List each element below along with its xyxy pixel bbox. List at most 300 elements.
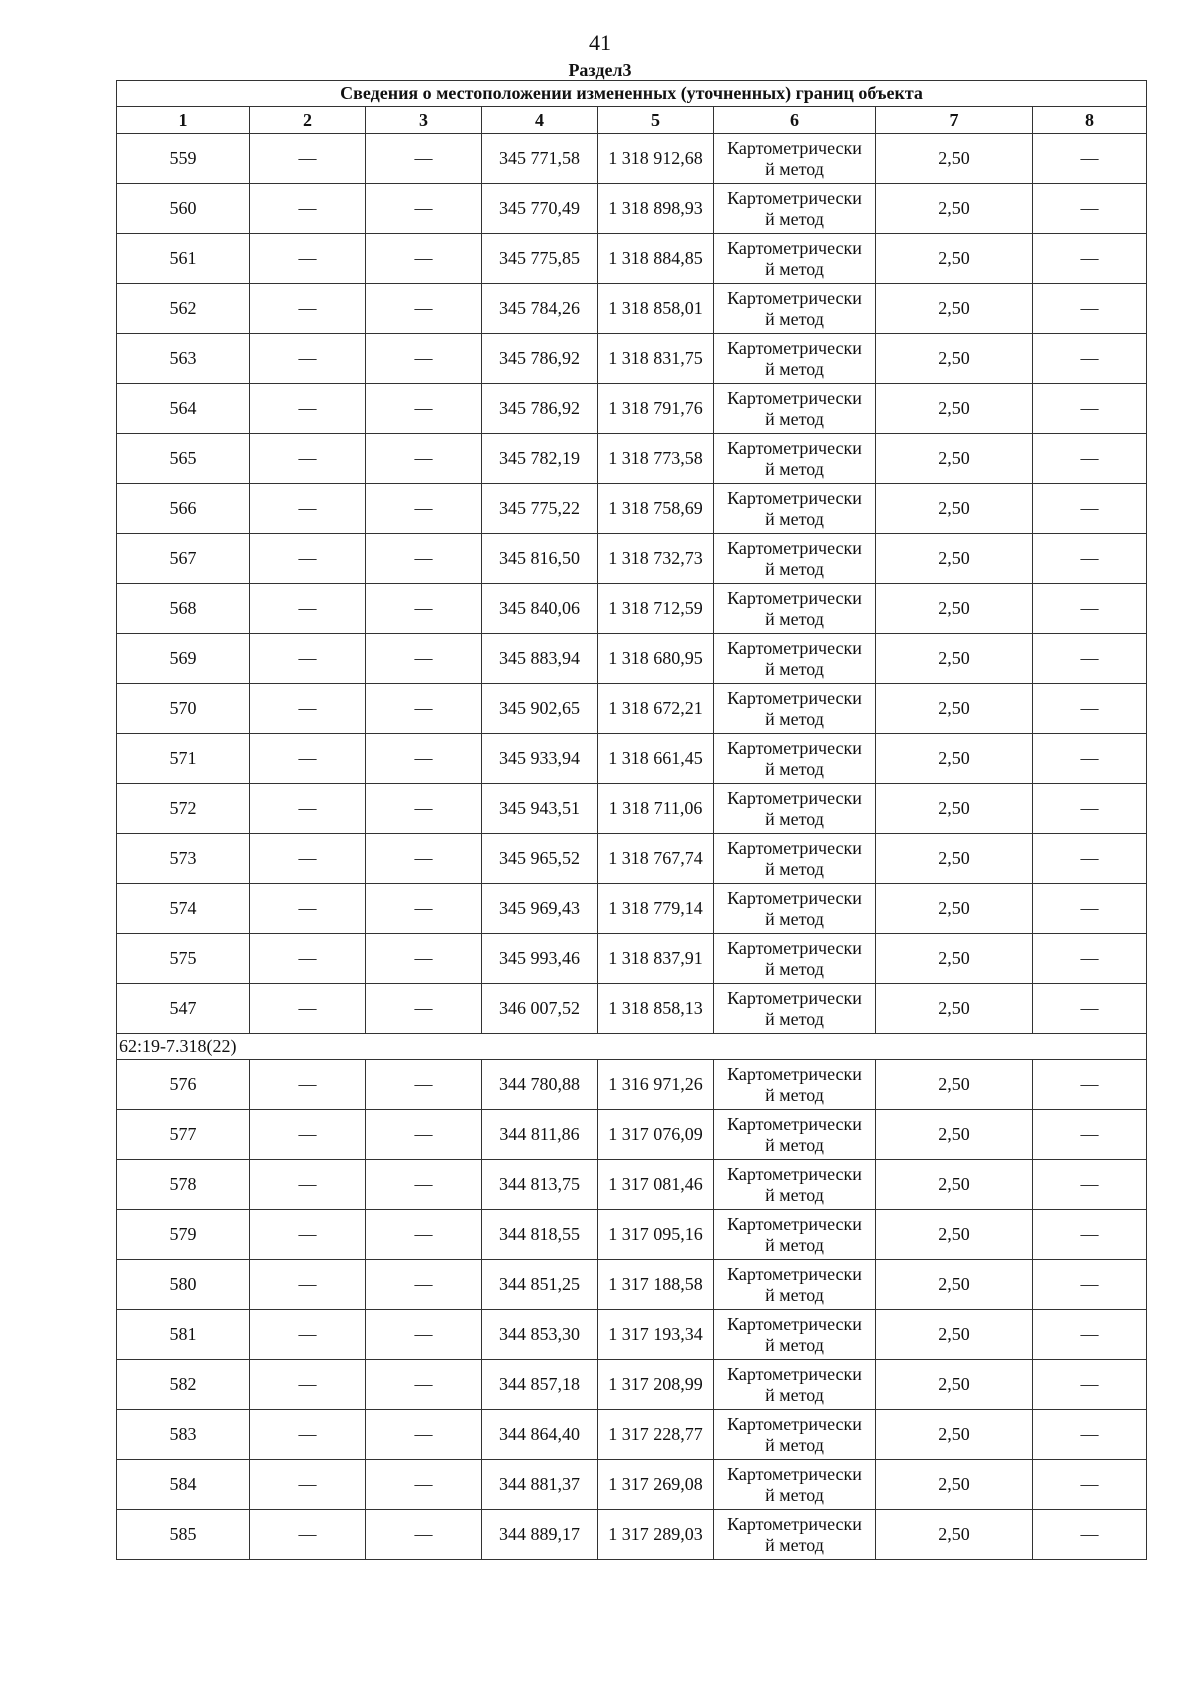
col8-value: —	[1033, 1110, 1147, 1160]
x-coordinate: 345 969,43	[482, 884, 598, 934]
method-cell	[714, 1210, 876, 1260]
method-line-2: й метод	[765, 858, 824, 879]
col2-value: —	[250, 1310, 366, 1360]
table-caption: Сведения о местоположении измененных (уточненных) границ объекта	[117, 81, 1147, 107]
y-coordinate: 1 318 912,68	[598, 134, 714, 184]
point-number: 567	[117, 534, 250, 584]
col2-value: —	[250, 834, 366, 884]
col2-value: —	[250, 234, 366, 284]
y-coordinate: 1 317 289,03	[598, 1510, 714, 1560]
table-row	[117, 1310, 1147, 1360]
method-line-1: Картометрически	[727, 187, 862, 208]
method-cell	[714, 684, 876, 734]
col3-value: —	[366, 934, 482, 984]
col3-value: —	[366, 1210, 482, 1260]
accuracy-value: 2,50	[876, 1360, 1033, 1410]
col8-value: —	[1033, 884, 1147, 934]
col2-value: —	[250, 784, 366, 834]
method-line-1: Картометрически	[727, 737, 862, 758]
table-row	[117, 834, 1147, 884]
page-number: 41	[589, 30, 611, 55]
accuracy-value: 2,50	[876, 584, 1033, 634]
method-cell	[714, 734, 876, 784]
method-cell	[714, 834, 876, 884]
method-line-2: й метод	[765, 958, 824, 979]
col2-value: —	[250, 334, 366, 384]
col2-value: —	[250, 134, 366, 184]
table-row	[117, 684, 1147, 734]
accuracy-value: 2,50	[876, 1160, 1033, 1210]
method-cell	[714, 984, 876, 1034]
col2-value: —	[250, 184, 366, 234]
table-row	[117, 434, 1147, 484]
col8-value: —	[1033, 634, 1147, 684]
col8-value: —	[1033, 684, 1147, 734]
method-line-1: Картометрически	[727, 1313, 862, 1334]
col8-value: —	[1033, 1310, 1147, 1360]
method-line-1: Картометрически	[727, 987, 862, 1008]
method-cell	[714, 1060, 876, 1110]
method-cell	[714, 634, 876, 684]
accuracy-value: 2,50	[876, 784, 1033, 834]
x-coordinate: 346 007,52	[482, 984, 598, 1034]
x-coordinate: 345 993,46	[482, 934, 598, 984]
x-coordinate: 345 816,50	[482, 534, 598, 584]
accuracy-value: 2,50	[876, 1410, 1033, 1460]
method-cell	[714, 184, 876, 234]
x-coordinate: 345 965,52	[482, 834, 598, 884]
accuracy-value: 2,50	[876, 934, 1033, 984]
method-cell	[714, 1160, 876, 1210]
point-number: 568	[117, 584, 250, 634]
method-cell	[714, 484, 876, 534]
col8-value: —	[1033, 1210, 1147, 1260]
col3-value: —	[366, 634, 482, 684]
col8-value: —	[1033, 434, 1147, 484]
y-coordinate: 1 317 188,58	[598, 1260, 714, 1310]
x-coordinate: 344 881,37	[482, 1460, 598, 1510]
col3-value: —	[366, 434, 482, 484]
method-cell	[714, 1410, 876, 1460]
method-line-2: й метод	[765, 1384, 824, 1405]
col3-value: —	[366, 184, 482, 234]
table-row	[117, 1060, 1147, 1110]
x-coordinate: 345 933,94	[482, 734, 598, 784]
method-line-1: Картометрически	[727, 337, 862, 358]
y-coordinate: 1 316 971,26	[598, 1060, 714, 1110]
method-line-1: Картометрически	[727, 1363, 862, 1384]
y-coordinate: 1 318 732,73	[598, 534, 714, 584]
x-coordinate: 344 853,30	[482, 1310, 598, 1360]
point-number: 583	[117, 1410, 250, 1460]
method-line-1: Картометрически	[727, 1513, 862, 1534]
method-cell	[714, 334, 876, 384]
coordinates-table	[116, 80, 1147, 1560]
column-header-row	[117, 107, 1147, 134]
col3-value: —	[366, 984, 482, 1034]
accuracy-value: 2,50	[876, 334, 1033, 384]
col2-value: —	[250, 484, 366, 534]
method-line-2: й метод	[765, 1234, 824, 1255]
col8-value: —	[1033, 1060, 1147, 1110]
table-row	[117, 884, 1147, 934]
accuracy-value: 2,50	[876, 734, 1033, 784]
table-row	[117, 734, 1147, 784]
accuracy-value: 2,50	[876, 234, 1033, 284]
table-row	[117, 334, 1147, 384]
method-cell	[714, 234, 876, 284]
x-coordinate: 345 784,26	[482, 284, 598, 334]
x-coordinate: 345 775,85	[482, 234, 598, 284]
x-coordinate: 344 811,86	[482, 1110, 598, 1160]
accuracy-value: 2,50	[876, 534, 1033, 584]
column-header-1: 1	[117, 107, 250, 134]
point-number: 560	[117, 184, 250, 234]
column-header-2: 2	[250, 107, 366, 134]
col2-value: —	[250, 1210, 366, 1260]
method-line-2: й метод	[765, 608, 824, 629]
accuracy-value: 2,50	[876, 434, 1033, 484]
table-row	[117, 484, 1147, 534]
point-number: 578	[117, 1160, 250, 1210]
col2-value: —	[250, 1360, 366, 1410]
col2-value: —	[250, 534, 366, 584]
col3-value: —	[366, 784, 482, 834]
col8-value: —	[1033, 1160, 1147, 1210]
point-number: 569	[117, 634, 250, 684]
col8-value: —	[1033, 1410, 1147, 1460]
table-row	[117, 634, 1147, 684]
col3-value: —	[366, 1160, 482, 1210]
method-line-2: й метод	[765, 1134, 824, 1155]
col3-value: —	[366, 334, 482, 384]
method-line-2: й метод	[765, 358, 824, 379]
point-number: 566	[117, 484, 250, 534]
point-number: 565	[117, 434, 250, 484]
col8-value: —	[1033, 384, 1147, 434]
y-coordinate: 1 318 712,59	[598, 584, 714, 634]
point-number: 570	[117, 684, 250, 734]
col3-value: —	[366, 1310, 482, 1360]
method-line-1: Картометрически	[727, 1413, 862, 1434]
table-row	[117, 984, 1147, 1034]
method-line-1: Картометрически	[727, 237, 862, 258]
x-coordinate: 345 943,51	[482, 784, 598, 834]
table-row	[117, 234, 1147, 284]
y-coordinate: 1 317 269,08	[598, 1460, 714, 1510]
y-coordinate: 1 318 767,74	[598, 834, 714, 884]
x-coordinate: 345 770,49	[482, 184, 598, 234]
col2-value: —	[250, 1160, 366, 1210]
point-number: 573	[117, 834, 250, 884]
y-coordinate: 1 318 791,76	[598, 384, 714, 434]
accuracy-value: 2,50	[876, 834, 1033, 884]
point-number: 564	[117, 384, 250, 434]
method-line-1: Картометрически	[727, 587, 862, 608]
method-line-2: й метод	[765, 1534, 824, 1555]
table-row	[117, 784, 1147, 834]
col8-value: —	[1033, 484, 1147, 534]
accuracy-value: 2,50	[876, 1110, 1033, 1160]
col2-value: —	[250, 384, 366, 434]
method-cell	[714, 284, 876, 334]
method-line-2: й метод	[765, 758, 824, 779]
table-row	[117, 1360, 1147, 1410]
point-number: 585	[117, 1510, 250, 1560]
table-row	[117, 284, 1147, 334]
method-cell	[714, 884, 876, 934]
accuracy-value: 2,50	[876, 684, 1033, 734]
col3-value: —	[366, 1360, 482, 1410]
col2-value: —	[250, 1260, 366, 1310]
x-coordinate: 345 840,06	[482, 584, 598, 634]
point-number: 579	[117, 1210, 250, 1260]
point-number: 572	[117, 784, 250, 834]
col3-value: —	[366, 834, 482, 884]
y-coordinate: 1 318 680,95	[598, 634, 714, 684]
method-line-1: Картометрически	[727, 937, 862, 958]
col8-value: —	[1033, 1260, 1147, 1310]
col8-value: —	[1033, 334, 1147, 384]
accuracy-value: 2,50	[876, 184, 1033, 234]
method-line-1: Картометрически	[727, 287, 862, 308]
y-coordinate: 1 318 779,14	[598, 884, 714, 934]
col3-value: —	[366, 1460, 482, 1510]
x-coordinate: 345 786,92	[482, 334, 598, 384]
method-line-1: Картометрически	[727, 1463, 862, 1484]
method-line-2: й метод	[765, 558, 824, 579]
col3-value: —	[366, 1260, 482, 1310]
method-line-2: й метод	[765, 708, 824, 729]
method-line-1: Картометрически	[727, 1063, 862, 1084]
col8-value: —	[1033, 1460, 1147, 1510]
col2-value: —	[250, 1510, 366, 1560]
point-number: 559	[117, 134, 250, 184]
column-header-6: 6	[714, 107, 876, 134]
col2-value: —	[250, 734, 366, 784]
method-line-1: Картометрически	[727, 787, 862, 808]
method-line-2: й метод	[765, 1484, 824, 1505]
table-row	[117, 1110, 1147, 1160]
method-line-2: й метод	[765, 258, 824, 279]
col8-value: —	[1033, 284, 1147, 334]
method-line-2: й метод	[765, 1284, 824, 1305]
method-line-2: й метод	[765, 458, 824, 479]
method-line-1: Картометрически	[727, 687, 862, 708]
y-coordinate: 1 318 858,01	[598, 284, 714, 334]
col2-value: —	[250, 984, 366, 1034]
point-number: 561	[117, 234, 250, 284]
y-coordinate: 1 318 672,21	[598, 684, 714, 734]
y-coordinate: 1 318 773,58	[598, 434, 714, 484]
col3-value: —	[366, 234, 482, 284]
col8-value: —	[1033, 984, 1147, 1034]
method-cell	[714, 534, 876, 584]
col3-value: —	[366, 384, 482, 434]
method-cell	[714, 934, 876, 984]
accuracy-value: 2,50	[876, 1060, 1033, 1110]
method-line-2: й метод	[765, 308, 824, 329]
method-cell	[714, 1360, 876, 1410]
table-body	[117, 134, 1147, 1560]
accuracy-value: 2,50	[876, 984, 1033, 1034]
col8-value: —	[1033, 834, 1147, 884]
method-line-2: й метод	[765, 1434, 824, 1455]
method-line-2: й метод	[765, 158, 824, 179]
y-coordinate: 1 317 095,16	[598, 1210, 714, 1260]
method-line-2: й метод	[765, 658, 824, 679]
method-line-1: Картометрически	[727, 487, 862, 508]
point-number: 571	[117, 734, 250, 784]
section-title: Раздел3	[568, 60, 632, 80]
table-caption-row	[117, 81, 1147, 107]
accuracy-value: 2,50	[876, 1210, 1033, 1260]
col2-value: —	[250, 884, 366, 934]
col2-value: —	[250, 284, 366, 334]
point-number: 584	[117, 1460, 250, 1510]
method-line-1: Картометрически	[727, 1263, 862, 1284]
method-cell	[714, 1110, 876, 1160]
x-coordinate: 344 857,18	[482, 1360, 598, 1410]
method-line-2: й метод	[765, 208, 824, 229]
col3-value: —	[366, 534, 482, 584]
col8-value: —	[1033, 234, 1147, 284]
y-coordinate: 1 317 076,09	[598, 1110, 714, 1160]
method-line-1: Картометрически	[727, 1113, 862, 1134]
accuracy-value: 2,50	[876, 1310, 1033, 1360]
table-row	[117, 1160, 1147, 1210]
y-coordinate: 1 318 758,69	[598, 484, 714, 534]
x-coordinate: 345 786,92	[482, 384, 598, 434]
col2-value: —	[250, 1060, 366, 1110]
method-cell	[714, 1510, 876, 1560]
table-row	[117, 584, 1147, 634]
table-row	[117, 1260, 1147, 1310]
method-cell	[714, 384, 876, 434]
x-coordinate: 344 813,75	[482, 1160, 598, 1210]
table-row	[117, 934, 1147, 984]
point-number: 577	[117, 1110, 250, 1160]
col2-value: —	[250, 1110, 366, 1160]
method-cell	[714, 434, 876, 484]
method-line-2: й метод	[765, 1008, 824, 1029]
col8-value: —	[1033, 734, 1147, 784]
method-cell	[714, 784, 876, 834]
x-coordinate: 344 818,55	[482, 1210, 598, 1260]
y-coordinate: 1 318 884,85	[598, 234, 714, 284]
point-number: 563	[117, 334, 250, 384]
point-number: 581	[117, 1310, 250, 1360]
method-line-1: Картометрически	[727, 1163, 862, 1184]
col8-value: —	[1033, 1360, 1147, 1410]
table-row	[117, 1210, 1147, 1260]
col2-value: —	[250, 434, 366, 484]
table-row	[117, 1510, 1147, 1560]
y-coordinate: 1 318 858,13	[598, 984, 714, 1034]
x-coordinate: 345 775,22	[482, 484, 598, 534]
point-number: 574	[117, 884, 250, 934]
col3-value: —	[366, 584, 482, 634]
y-coordinate: 1 317 081,46	[598, 1160, 714, 1210]
method-line-2: й метод	[765, 1184, 824, 1205]
point-number: 562	[117, 284, 250, 334]
method-line-2: й метод	[765, 408, 824, 429]
accuracy-value: 2,50	[876, 134, 1033, 184]
x-coordinate: 344 780,88	[482, 1060, 598, 1110]
y-coordinate: 1 317 193,34	[598, 1310, 714, 1360]
col2-value: —	[250, 634, 366, 684]
table-row	[117, 384, 1147, 434]
accuracy-value: 2,50	[876, 884, 1033, 934]
y-coordinate: 1 318 898,93	[598, 184, 714, 234]
point-number: 580	[117, 1260, 250, 1310]
col3-value: —	[366, 1510, 482, 1560]
accuracy-value: 2,50	[876, 1460, 1033, 1510]
method-cell	[714, 1310, 876, 1360]
method-line-1: Картометрически	[727, 137, 862, 158]
col2-value: —	[250, 1410, 366, 1460]
point-number: 582	[117, 1360, 250, 1410]
y-coordinate: 1 318 711,06	[598, 784, 714, 834]
method-cell	[714, 1460, 876, 1510]
method-line-1: Картометрически	[727, 637, 862, 658]
group-label: 62:19-7.318(22)	[117, 1034, 1147, 1060]
method-line-2: й метод	[765, 1084, 824, 1105]
accuracy-value: 2,50	[876, 284, 1033, 334]
column-header-3: 3	[366, 107, 482, 134]
col3-value: —	[366, 684, 482, 734]
col2-value: —	[250, 1460, 366, 1510]
method-line-2: й метод	[765, 808, 824, 829]
y-coordinate: 1 318 831,75	[598, 334, 714, 384]
method-line-2: й метод	[765, 508, 824, 529]
y-coordinate: 1 318 837,91	[598, 934, 714, 984]
col8-value: —	[1033, 134, 1147, 184]
y-coordinate: 1 317 208,99	[598, 1360, 714, 1410]
col8-value: —	[1033, 534, 1147, 584]
col8-value: —	[1033, 184, 1147, 234]
method-cell	[714, 134, 876, 184]
table-row	[117, 184, 1147, 234]
method-line-1: Картометрически	[727, 1213, 862, 1234]
column-header-4: 4	[482, 107, 598, 134]
method-cell	[714, 584, 876, 634]
x-coordinate: 344 889,17	[482, 1510, 598, 1560]
column-header-7: 7	[876, 107, 1033, 134]
accuracy-value: 2,50	[876, 1510, 1033, 1560]
x-coordinate: 345 883,94	[482, 634, 598, 684]
col3-value: —	[366, 1060, 482, 1110]
method-line-2: й метод	[765, 1334, 824, 1355]
x-coordinate: 345 782,19	[482, 434, 598, 484]
col8-value: —	[1033, 934, 1147, 984]
col3-value: —	[366, 734, 482, 784]
method-line-1: Картометрически	[727, 537, 862, 558]
col8-value: —	[1033, 784, 1147, 834]
col3-value: —	[366, 1410, 482, 1460]
x-coordinate: 344 851,25	[482, 1260, 598, 1310]
method-cell	[714, 1260, 876, 1310]
column-header-8: 8	[1033, 107, 1147, 134]
x-coordinate: 344 864,40	[482, 1410, 598, 1460]
method-line-1: Картометрически	[727, 387, 862, 408]
col3-value: —	[366, 884, 482, 934]
col3-value: —	[366, 284, 482, 334]
accuracy-value: 2,50	[876, 484, 1033, 534]
x-coordinate: 345 771,58	[482, 134, 598, 184]
method-line-1: Картометрически	[727, 437, 862, 458]
col3-value: —	[366, 484, 482, 534]
